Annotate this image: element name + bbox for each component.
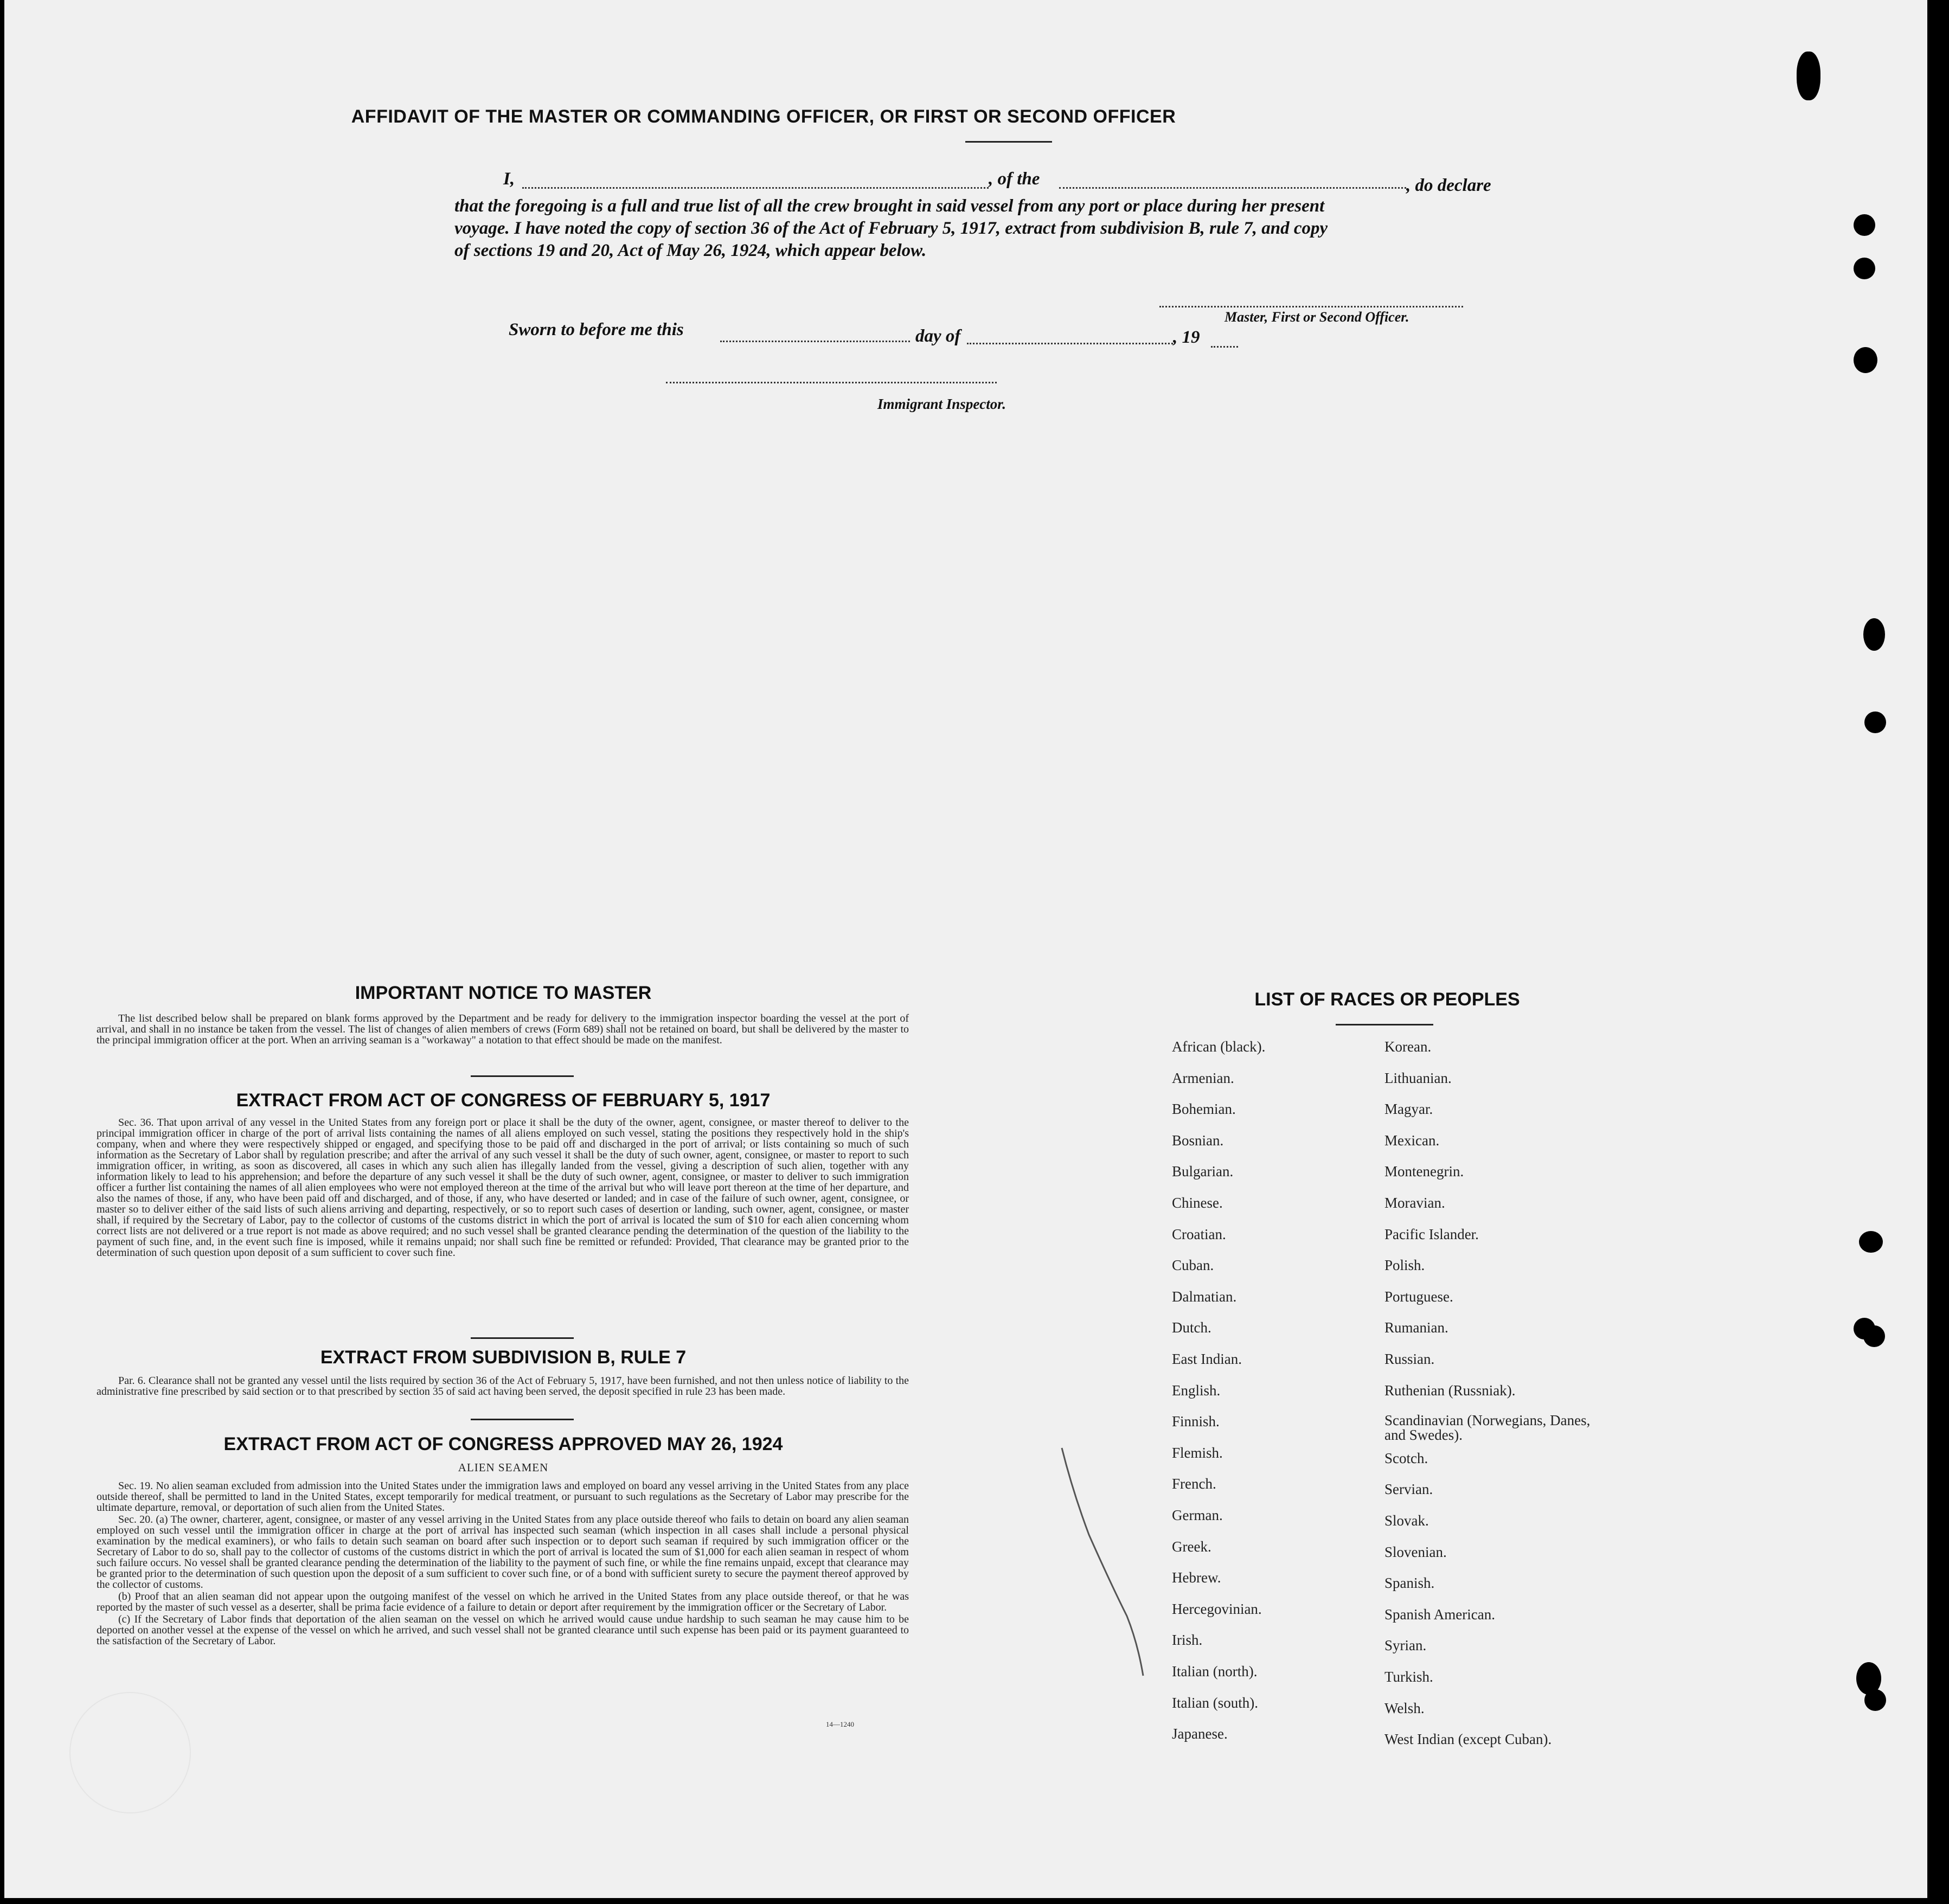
- sworn-day-of: day of: [915, 326, 961, 346]
- race-item: Finnish.: [1172, 1413, 1220, 1430]
- sworn-year: , 19: [1173, 328, 1200, 347]
- race-item: Magyar.: [1384, 1101, 1433, 1118]
- race-item: Scotch.: [1384, 1450, 1428, 1466]
- punch-hole: [1863, 618, 1885, 651]
- affidavit-i: I,: [503, 169, 515, 189]
- punch-hole: [1854, 347, 1877, 373]
- race-item: Italian (south).: [1172, 1694, 1258, 1711]
- race-item: Lithuanian.: [1384, 1069, 1452, 1086]
- rule-7-paragraph: Par. 6. Clearance shall not be granted any vessel until the lists required by section 36 of the Act of February 5, 1917, have been furnished, and not then unless notice of liability to the administrative fine prescribed by said section or to that prescribed by section 35 of said act having been served, the deposit specified in rule 23 has been made.: [97, 1375, 909, 1397]
- race-item: Bulgarian.: [1172, 1163, 1234, 1180]
- rule-7-divider: [471, 1419, 574, 1420]
- race-item: Irish.: [1172, 1632, 1203, 1649]
- race-item: French.: [1172, 1476, 1216, 1492]
- race-item: Korean.: [1384, 1038, 1432, 1055]
- master-signature-line[interactable]: [1159, 306, 1463, 307]
- section-19-paragraph: Sec. 19. No alien seaman excluded from admission into the United States under the immigration laws and employed on board any vessel arriving in the United States from any place outside thereof, shall be permitted to land in the United States, except temporarily for medical treatment, or pursuant to such regulations as the Secretary of Labor may prescribe for the ultimate departure, removal, or deportation of such alien from the United States.: [97, 1480, 909, 1514]
- extract-1917-body: [97, 1117, 909, 1259]
- race-item: Flemish.: [1172, 1444, 1223, 1461]
- inspector-signature-line[interactable]: [666, 382, 997, 383]
- race-item: Slovenian.: [1384, 1543, 1447, 1560]
- race-item: Polish.: [1384, 1257, 1425, 1274]
- rule-7-title: EXTRACT FROM SUBDIVISION B, RULE 7: [320, 1347, 687, 1368]
- notice-paragraph: The list described below shall be prepared on blank forms approved by the Department and be ready for delivery to the immigration inspector boarding the vessel at the port of arrival, and shall in no instance be taken from the vessel. The list of changes of alien members of crews (Form 689) shall not be retained on board, but shall be delivered by the master to the principal immigration officer at the port. When an arriving seaman is a "workaway" a notation to that effect should be made on the manifest.: [97, 1012, 909, 1046]
- race-item: Hebrew.: [1172, 1569, 1221, 1586]
- punch-hole: [1864, 711, 1886, 733]
- affidavit-line-2: that the foregoing is a full and true list of all the crew brought in said vessel from any port or place during her present: [454, 196, 1325, 216]
- affidavit-declare: , do declare: [1406, 176, 1491, 195]
- race-item: Moravian.: [1384, 1195, 1445, 1211]
- race-item: Dalmatian.: [1172, 1288, 1237, 1305]
- race-item: Bosnian.: [1172, 1132, 1224, 1149]
- master-label: Master, First or Second Officer.: [1224, 309, 1409, 325]
- section-20c-paragraph: (c) If the Secretary of Labor finds that deportation of the alien seaman on the vessel on which he arrived would cause undue hardship to such seaman he may cause him to be deported on another vessel at the expense of the vessel on which he arrived, and such vessel shall not be granted clearance until such expense has been paid or its payment guaranteed to the satisfaction of the Secretary of Labor.: [97, 1613, 909, 1647]
- race-item: Russian.: [1384, 1351, 1435, 1367]
- title-divider: [965, 141, 1052, 143]
- race-item: Spanish.: [1384, 1575, 1435, 1592]
- race-item: Syrian.: [1384, 1637, 1427, 1654]
- race-item: African (black).: [1172, 1038, 1266, 1055]
- race-item: Slovak.: [1384, 1512, 1429, 1529]
- vessel-blank[interactable]: [1059, 187, 1406, 189]
- section-20b-paragraph: (b) Proof that an alien seaman did not appear upon the outgoing manifest of the vessel on which he arrived in the United States from any place outside thereof, or that he was reported by the master of such vessel as a deserter, shall be prima facie evidence of a failure to detain or deport after requirement by the immigration officer or the Secretary of Labor.: [97, 1591, 909, 1613]
- race-item: Turkish.: [1384, 1669, 1433, 1685]
- race-item: Spanish American.: [1384, 1606, 1495, 1623]
- race-item: Portuguese.: [1384, 1288, 1453, 1305]
- extract-1917-divider: [471, 1337, 574, 1339]
- affidavit-title: AFFIDAVIT OF THE MASTER OR COMMANDING OFFICER, OR FIRST OR SECOND OFFICER: [351, 106, 1176, 127]
- race-item: Welsh.: [1384, 1700, 1425, 1716]
- document-page: [4, 0, 1927, 1898]
- race-item: Scandinavian (Norwegians, Danes, and Swedes).: [1384, 1412, 1591, 1444]
- race-item: Croatian.: [1172, 1226, 1226, 1242]
- extract-1924-title: EXTRACT FROM ACT OF CONGRESS APPROVED MAY 26, 1924: [223, 1434, 783, 1454]
- race-item: Greek.: [1172, 1538, 1211, 1555]
- inspector-label: Immigrant Inspector.: [877, 396, 1006, 412]
- affidavit-text: [454, 195, 1504, 262]
- affidavit-of-the: , of the: [989, 169, 1040, 189]
- race-item: Japanese.: [1172, 1726, 1228, 1742]
- race-item: Italian (north).: [1172, 1663, 1258, 1679]
- punch-hole: [1854, 214, 1875, 236]
- race-item: Dutch.: [1172, 1319, 1211, 1336]
- notice-title: IMPORTANT NOTICE TO MASTER: [355, 983, 652, 1003]
- sworn-day-blank[interactable]: [720, 341, 910, 342]
- race-item: Chinese.: [1172, 1195, 1223, 1211]
- race-item: Cuban.: [1172, 1257, 1214, 1274]
- affidavit-line-4: of sections 19 and 20, Act of May 26, 1924, which appear below.: [454, 241, 927, 260]
- race-item: Armenian.: [1172, 1069, 1234, 1086]
- race-item: Rumanian.: [1384, 1319, 1448, 1336]
- race-item: Pacific Islander.: [1384, 1226, 1479, 1242]
- race-item: Servian.: [1384, 1481, 1433, 1498]
- punch-hole-top: [1797, 52, 1820, 100]
- alien-seamen-subtitle: ALIEN SEAMEN: [458, 1461, 549, 1474]
- sworn-text: Sworn to before me this: [509, 320, 684, 339]
- extract-1917-title: EXTRACT FROM ACT OF CONGRESS OF FEBRUARY 5, 1917: [236, 1090, 771, 1111]
- punch-hole: [1854, 258, 1875, 279]
- sworn-month-blank[interactable]: [967, 343, 1173, 344]
- form-number: 14—1240: [826, 1720, 854, 1728]
- rule-7-body: [97, 1375, 909, 1398]
- races-divider: [1336, 1024, 1433, 1025]
- affidavit-line-3: voyage. I have noted the copy of section 36 of the Act of February 5, 1917, extract from subdivision B, rule 7, and copy: [454, 219, 1328, 238]
- race-item: Montenegrin.: [1384, 1163, 1464, 1180]
- embossed-seal: [69, 1692, 191, 1813]
- notice-body: [97, 1013, 909, 1047]
- punch-hole: [1854, 1318, 1875, 1339]
- section-20a-paragraph: Sec. 20. (a) The owner, charterer, agent, consignee, or master of any vessel arriving in the United States from any place outside thereof who fails to detain on board any alien seaman employed on such vessel until the immigration officer in charge at the port of arrival has inspected such seaman (which inspection in all cases shall include a personal physical examination by the medical examiners), or who fails to detain such seaman on board after such inspection or to deport such seaman if required by such immigration officer or the Secretary of Labor to do so, shall pay to the collector of customs of the customs district in which the port of arrival is located the sum of $1,000 for each alien seaman in respect of whom such failure occurs. No vessel shall be granted clearance pending the determination of the liability to the payment of such fine, or while the fine remains unpaid, except that clearance may be granted prior to the determination of such question upon the deposit of a sum sufficient to cover such fine, or of a bond with sufficient surety to secure the payment thereof approved by the collector of customs.: [97, 1514, 909, 1591]
- race-item: East Indian.: [1172, 1351, 1242, 1367]
- sworn-year-blank[interactable]: [1211, 346, 1238, 348]
- name-blank[interactable]: [522, 187, 989, 189]
- race-item: Bohemian.: [1172, 1101, 1236, 1118]
- races-title: LIST OF RACES OR PEOPLES: [1254, 989, 1520, 1010]
- pen-mark: [1056, 1443, 1165, 1681]
- race-item: Ruthenian (Russniak).: [1384, 1382, 1516, 1399]
- punch-hole: [1859, 1231, 1883, 1253]
- race-item: Hercegovinian.: [1172, 1600, 1262, 1617]
- race-item: German.: [1172, 1507, 1223, 1523]
- section-36-paragraph: Sec. 36. That upon arrival of any vessel in the United States from any foreign port or place it shall be the duty of the owner, agent, consignee, or master thereof to deliver to the principal immigration officer in charge of the port of arrival lists containing the names of all aliens employed on such vessel, stating the positions they respectively hold in the ship's company, when and where they were respectively shipped or engaged, and specifying those to be paid off and discharged in the port of arrival; or lists containing so much of such information as the Secretary of Labor shall by regulation prescribe; and after the arrival of any such vessel it shall be the duty of such owner, agent, consignee, or master to report to such immigration officer, in writing, as soon as discovered, all cases in which any such alien has illegally landed from the vessel, giving a description of such alien, together with any information likely to lead to his apprehension; and before the departure of any such vessel it shall be the duty of such owner, agent, consignee, or master to deliver to such immigration officer a further list containing the names of all alien employees who were not employed thereon at the time of the arrival but who will leave port thereon at the time of her departure, and also the names of those, if any, who have been paid off and discharged, and of those, if any, who have deserted or landed; and in case of the failure of such owner, agent, consignee, or master so to deliver either of the said lists of such aliens arriving and departing, respectively, or so to report such cases of desertion or landing, such owner, agent, consignee, or master shall, if required by the Secretary of Labor, pay to the collector of customs of the customs district in which the port of arrival is located the sum of $10 for each alien concerning whom correct lists are not delivered or a true report is not made as above required; and no such vessel shall be granted clearance pending the determination of the question of the liability to the payment of such fine, and, in the event such fine is imposed, while it remains unpaid; nor shall such fine be remitted or refunded: Provided, That clearance may be granted prior to the determination of such question upon deposit of a sum sufficient to cover such fine.: [97, 1117, 909, 1259]
- extract-1924-body: [97, 1480, 909, 1647]
- race-item: English.: [1172, 1382, 1221, 1399]
- race-item: West Indian (except Cuban).: [1384, 1731, 1552, 1748]
- race-item: Mexican.: [1384, 1132, 1440, 1149]
- notice-divider: [471, 1075, 574, 1077]
- punch-hole: [1864, 1689, 1886, 1711]
